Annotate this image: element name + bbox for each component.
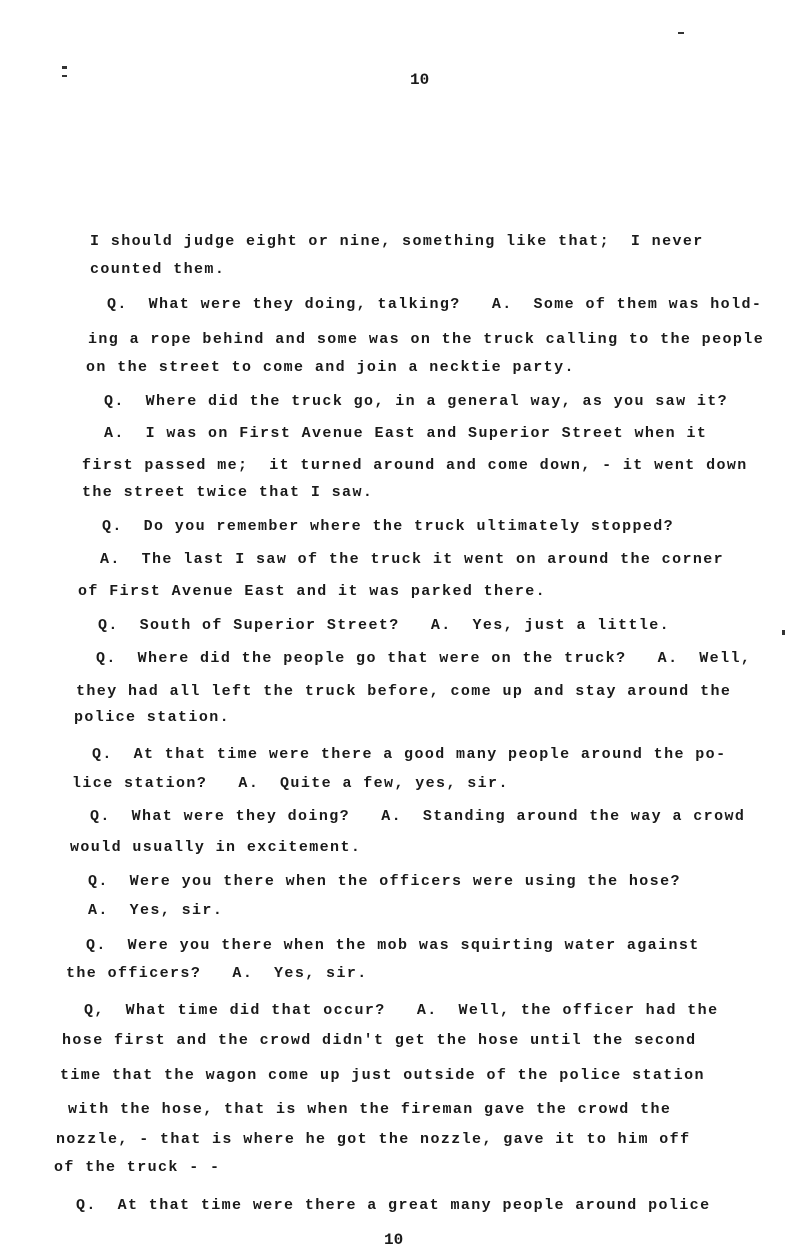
text-line: Q. Were you there when the officers were using the hose? bbox=[88, 873, 681, 890]
page-number-bottom: 10 bbox=[384, 1231, 404, 1249]
text-line: lice station? A. Quite a few, yes, sir. bbox=[72, 775, 509, 792]
text-line: A. Yes, sir. bbox=[88, 902, 224, 919]
text-line: Q. What were they doing, talking? A. Some of them was hold- bbox=[107, 296, 763, 313]
text-line: on the street to come and join a necktie party. bbox=[86, 359, 575, 376]
text-line: Q. Where did the truck go, in a general way, as you saw it? bbox=[104, 393, 729, 410]
text-line: nozzle, - that is where he got the nozzle, gave it to him off bbox=[56, 1131, 691, 1148]
text-line: A. The last I saw of the truck it went on around the corner bbox=[100, 551, 725, 568]
text-line: Q. At that time were there a great many people around police bbox=[76, 1197, 711, 1214]
text-line: Q. Where did the people go that were on the truck? A. Well, bbox=[96, 650, 752, 667]
text-line: police station. bbox=[74, 709, 231, 726]
text-line: Q. South of Superior Street? A. Yes, just a little. bbox=[98, 617, 671, 634]
text-line: they had all left the truck before, come up and stay around the bbox=[76, 683, 732, 700]
margin-mark bbox=[782, 630, 785, 635]
margin-mark bbox=[62, 75, 67, 77]
text-line: the street twice that I saw. bbox=[82, 484, 374, 501]
text-line: the officers? A. Yes, sir. bbox=[66, 965, 368, 982]
text-line: first passed me; it turned around and come down, - it went down bbox=[82, 457, 748, 474]
text-line: would usually in excitement. bbox=[70, 839, 362, 856]
text-line: A. I was on First Avenue East and Superior Street when it bbox=[104, 425, 708, 442]
text-line: Q, What time did that occur? A. Well, the officer had the bbox=[84, 1002, 719, 1019]
text-line: Q. Do you remember where the truck ultimately stopped? bbox=[102, 518, 675, 535]
text-line: I should judge eight or nine, something like that; I never bbox=[90, 233, 704, 250]
text-line: Q. What were they doing? A. Standing around the way a crowd bbox=[90, 808, 746, 825]
margin-mark bbox=[678, 32, 684, 34]
margin-mark bbox=[62, 66, 67, 69]
text-line: counted them. bbox=[90, 261, 226, 278]
text-line: Q. At that time were there a good many people around the po- bbox=[92, 746, 727, 763]
text-line: hose first and the crowd didn't get the hose until the second bbox=[62, 1032, 697, 1049]
text-line: of First Avenue East and it was parked there. bbox=[78, 583, 547, 600]
page-number-top: 10 bbox=[410, 71, 430, 89]
text-line: Q. Were you there when the mob was squirting water against bbox=[86, 937, 700, 954]
text-line: ing a rope behind and some was on the truck calling to the people bbox=[88, 331, 765, 348]
text-line: of the truck - - bbox=[54, 1159, 221, 1176]
text-line: time that the wagon come up just outside of the police station bbox=[60, 1067, 705, 1084]
text-line: with the hose, that is when the fireman gave the crowd the bbox=[68, 1101, 672, 1118]
